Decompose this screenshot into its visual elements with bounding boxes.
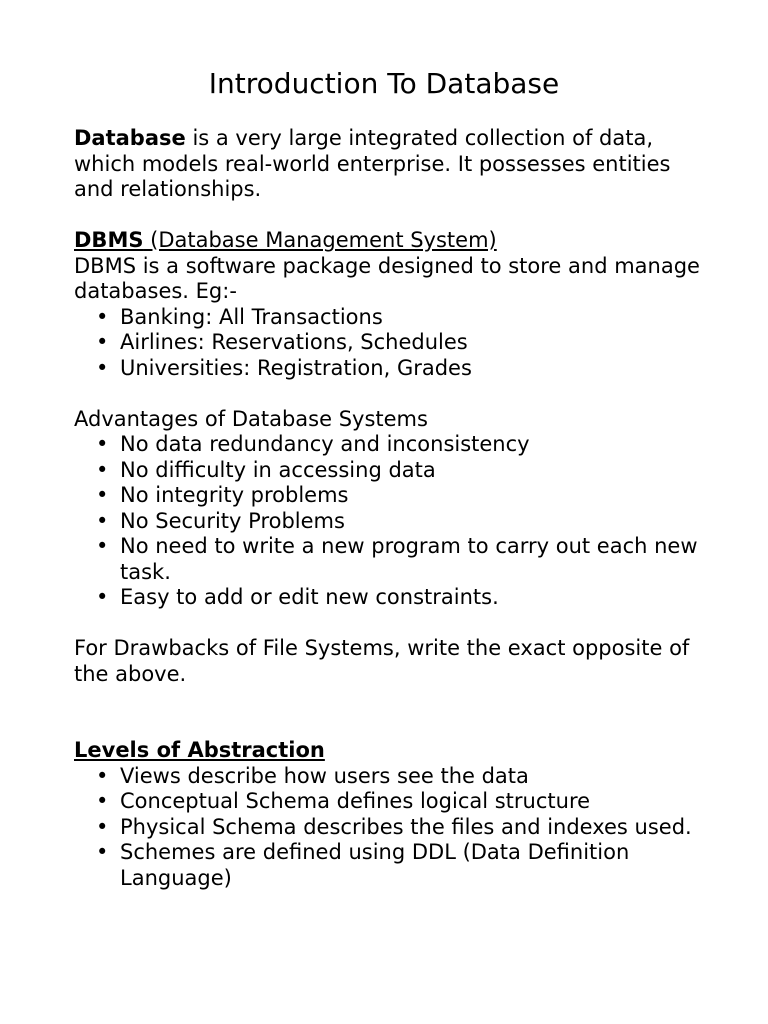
dbms-heading bbox=[74, 228, 704, 254]
list-item: • Airlines: Reservations, Schedules bbox=[96, 330, 468, 354]
dbms-examples-list bbox=[74, 305, 704, 382]
bullet-icon: • bbox=[96, 508, 109, 533]
advantages-list bbox=[74, 432, 704, 611]
bullet-icon: • bbox=[96, 789, 109, 813]
intro-text: is a very large integrated collection of data, which models real-world enterprise. It possesses entities and relationships. bbox=[74, 126, 671, 201]
list-item: • No difficulty in accessing data bbox=[96, 457, 436, 482]
list-item: • Physical Schema describes the files and indexes used. bbox=[96, 814, 692, 839]
spacer bbox=[74, 381, 704, 407]
bullet-icon: • bbox=[96, 534, 109, 558]
list-item: • Schemes are defined using DDL (Data Definition Language) bbox=[96, 840, 630, 890]
bullet-icon: • bbox=[96, 814, 109, 839]
advantages-heading: Advantages of Database Systems bbox=[74, 406, 428, 431]
drawbacks-note: For Drawbacks of File Systems, write the exact opposite of the above. bbox=[74, 636, 690, 686]
bullet-icon: • bbox=[96, 330, 109, 354]
page-title: Introduction To Database bbox=[208, 67, 560, 100]
list-item: • Easy to add or edit new constraints. bbox=[96, 585, 499, 609]
dbms-expansion: (Database Management System) bbox=[143, 228, 497, 252]
spacer bbox=[74, 611, 704, 637]
bullet-icon: • bbox=[96, 304, 109, 329]
list-item: • No integrity problems bbox=[96, 483, 349, 507]
intro-paragraph bbox=[74, 126, 704, 203]
document-page bbox=[74, 66, 704, 891]
spacer bbox=[74, 203, 704, 229]
dbms-description: DBMS is a software package designed to store and manage databases. Eg:- bbox=[74, 253, 700, 303]
bullet-icon: • bbox=[96, 763, 109, 788]
list-item: • Banking: All Transactions bbox=[96, 304, 383, 329]
intro-term: Database bbox=[74, 126, 186, 150]
list-item: • No data redundancy and inconsistency bbox=[96, 432, 530, 456]
list-item: • No need to write a new program to carry out each new task. bbox=[96, 534, 698, 584]
dbms-term: DBMS bbox=[74, 228, 144, 252]
bullet-icon: • bbox=[96, 585, 109, 609]
levels-heading: Levels of Abstraction bbox=[74, 738, 325, 762]
bullet-icon: • bbox=[96, 355, 109, 380]
levels-list bbox=[74, 764, 704, 892]
bullet-icon: • bbox=[96, 457, 109, 482]
list-item: • Universities: Registration, Grades bbox=[96, 355, 472, 380]
list-item: • No Security Problems bbox=[96, 508, 345, 533]
spacer bbox=[74, 687, 704, 738]
bullet-icon: • bbox=[96, 432, 109, 456]
bullet-icon: • bbox=[96, 840, 109, 864]
list-item: • Conceptual Schema defines logical structure bbox=[96, 789, 591, 813]
list-item: • Views describe how users see the data bbox=[96, 763, 529, 788]
bullet-icon: • bbox=[96, 483, 109, 507]
